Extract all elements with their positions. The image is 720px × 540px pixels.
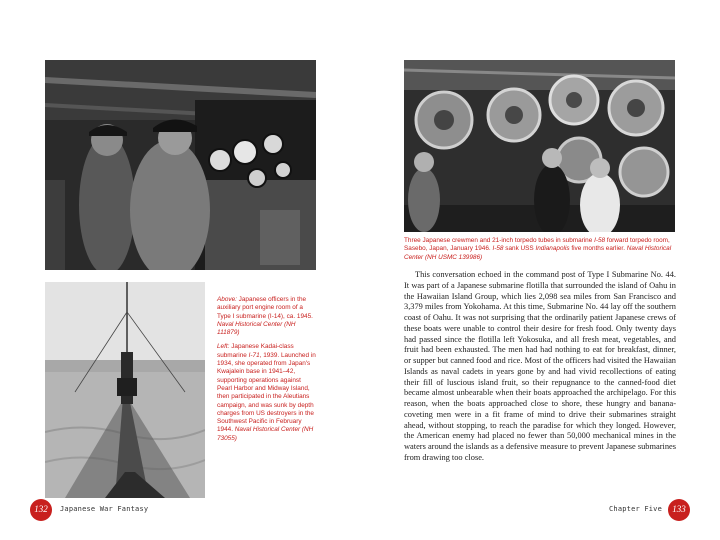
caption-italic: I-58: [492, 245, 504, 253]
side-caption: [217, 296, 317, 443]
caption-text: forward torpedo room, Sasebo, Japan, January 1946.: [404, 237, 670, 253]
caption-italic: I-58: [594, 237, 606, 244]
caption-text: five months earlier.: [569, 245, 627, 253]
torpedo-photo-caption: [404, 237, 676, 262]
running-head-left: Japanese War Fantasy: [60, 505, 149, 513]
submarine-deck-photo: [45, 282, 205, 498]
torpedo-room-photo: [404, 60, 675, 232]
page-number-right-text: 133: [672, 504, 686, 514]
running-head-right: Chapter Five: [609, 505, 662, 513]
caption-text: , 1939. Launched in 1934, she operated from Japan's Kwajalein base in 1941–42, supporting operations against Pearl Harbor and Midway Island, then participated in the Aleutians campaign, and was sunk by depth charges from US destroyers in the Southwest Pacific in February 1944.: [217, 351, 316, 434]
page-number-right: [668, 499, 690, 521]
page-number-left: [30, 499, 52, 521]
engine-room-photo: [45, 60, 316, 270]
page-number-left-text: 132: [34, 504, 48, 514]
caption-text: Japanese officers in the auxiliary port engine room of a Type I submarine (I-14), ca. 1945.: [217, 296, 313, 320]
caption-text: Japanese Kadai-class submarine: [217, 343, 294, 359]
body-paragraph: This conversation echoed in the command post of Type I Submarine No. 44. It was part of a Japanese submarine flotilla that surrounded the island of Oahu in the Hawaiian Island Group, which lies 2,098 sea miles from San Francisco and 3,379 miles from Yokohama. At this time, Submarine No. 44 lay off the southern coast of Oahu. It was not surprising that the ordinarily patient Japanese crews of these boats were unable to control their desire for fresh food. Only twenty days had passed since the flotilla left Yokosuka, and all fresh meat, vegetables, and fruit had been exhausted. The men had had nothing to eat for breakfast, dinner, or supper but canned food and rice. Most of the officers had visited the Hawaiian Islands as naval cadets in years gone by and had vivid recollections of eating their fill of luscious island fruit, so their repugnance to the canned-food diet became almost unbearable when their boats approached the archipelago. For this reason, when the boats approached close to shore, these hungry and banana-coveting men were in a fit frame of mind to drive their submarines straight ahead, without stopping, to reach the paradise for which they longed. However, the American enemy had placed no fewer than 50,000 mechanical mines in the waters around the islands as a defensive measure to prevent Japanese submarines from drawing too close.: [404, 270, 676, 462]
caption-label-left: Left:: [217, 343, 230, 351]
caption-italic: Indianapolis: [535, 245, 570, 253]
caption-credit: Naval Historical Center (NH 111879): [217, 320, 296, 337]
caption-italic: I-71: [248, 351, 260, 359]
caption-text: sank USS: [503, 245, 536, 253]
caption-credit: Naval Historical Center (NH 73055): [217, 426, 314, 442]
caption-credit: Naval Historical Center (NH USMC 139986): [404, 245, 672, 261]
caption-label-above: Above:: [217, 296, 237, 303]
caption-text: Three Japanese crewmen and 21-inch torpedo tubes in submarine: [404, 237, 595, 244]
